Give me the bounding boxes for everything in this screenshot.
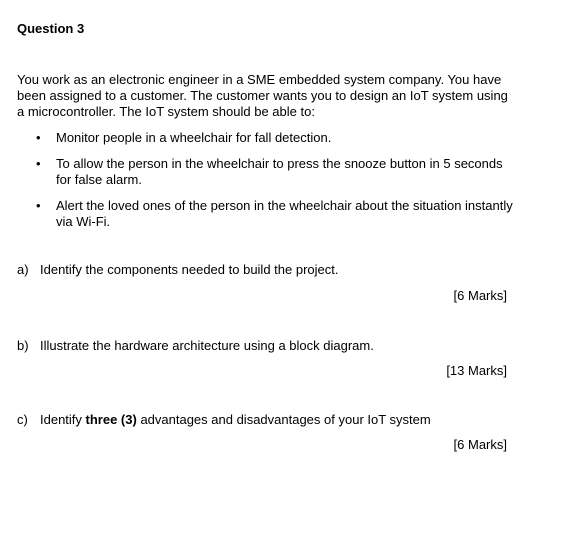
question-intro: You work as an electronic engineer in a SME embedded system company. You have been assigned to a customer. The customer wants you to design an IoT system using a microcontroller. The IoT system should be able to: bbox=[17, 72, 508, 119]
question-title: Question 3 bbox=[17, 21, 85, 36]
sub-question-c bbox=[17, 412, 517, 428]
sub-question-text: advantages and disadvantages of your IoT system bbox=[136, 412, 431, 427]
sub-question-text: Identify the components needed to build the project. bbox=[40, 262, 339, 277]
sub-question-b bbox=[17, 338, 517, 354]
sub-question-letter: c) bbox=[17, 412, 28, 427]
bullet-icon: • bbox=[36, 130, 41, 145]
requirement-text: To allow the person in the wheelchair to press the snooze button in 5 seconds for false alarm. bbox=[56, 156, 503, 187]
sub-question-emphasis: three (3) bbox=[85, 412, 137, 427]
bullet-icon: • bbox=[36, 156, 41, 171]
sub-question-letter: b) bbox=[17, 338, 29, 353]
list-item bbox=[32, 130, 517, 146]
requirement-text: Monitor people in a wheelchair for fall detection. bbox=[56, 130, 332, 145]
sub-question-letter: a) bbox=[17, 262, 29, 277]
marks-label: [6 Marks] bbox=[453, 288, 507, 303]
marks-label: [13 Marks] bbox=[446, 363, 507, 378]
requirement-text: Alert the loved ones of the person in the wheelchair about the situation instantly via Wi-Fi. bbox=[56, 198, 513, 229]
sub-question-text: Identify bbox=[40, 412, 86, 427]
requirements-list bbox=[32, 130, 517, 240]
list-item bbox=[32, 156, 517, 188]
sub-question-text: Illustrate the hardware architecture using a block diagram. bbox=[40, 338, 374, 353]
bullet-icon: • bbox=[36, 198, 41, 213]
sub-question-a bbox=[17, 262, 517, 278]
list-item bbox=[32, 198, 517, 230]
marks-label: [6 Marks] bbox=[453, 437, 507, 452]
